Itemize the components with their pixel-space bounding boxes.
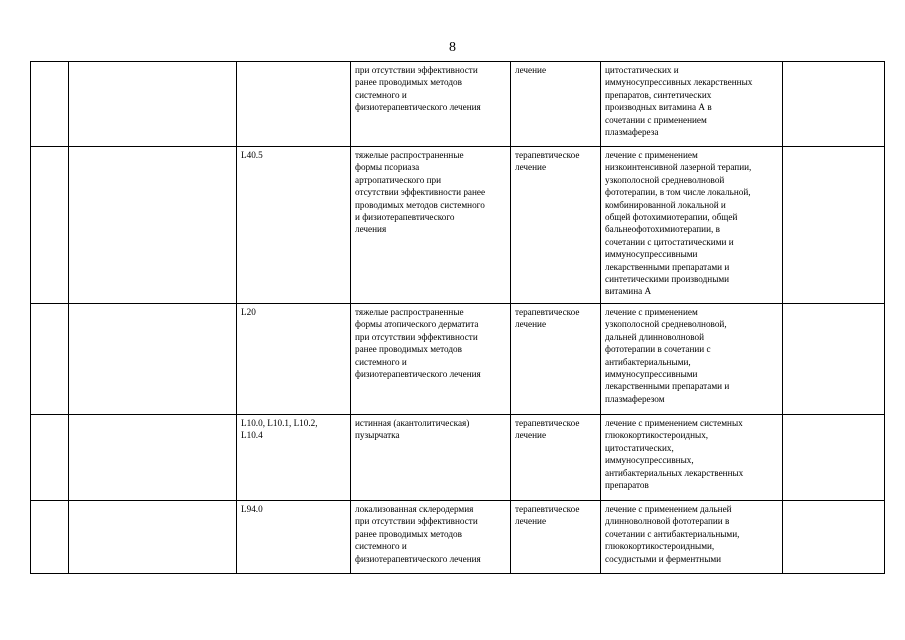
table-row — [31, 304, 885, 415]
row-number-cell — [31, 501, 69, 574]
treatment-method-cell: лечение с применением низкоинтенсивной лазерной терапии, узкополосной средневолновой фототерапии, в том числе локальной, комбинированной локальной и общей фотохимиотерапии, общей бальнеофотохимиотерапии, в сочетании с цитостатическими и иммуносупрессивными лекарственными препаратами и синтетическими производными витамина А — [601, 147, 783, 304]
treatment-type-cell: терапевтическое лечение — [511, 501, 601, 574]
table-row — [31, 415, 885, 501]
table-row — [31, 501, 885, 574]
cost-cell — [783, 304, 885, 415]
treatment-type-cell: терапевтическое лечение — [511, 304, 601, 415]
treatment-method-cell: лечение с применением дальней длинноволновой фототерапии в сочетании с антибактериальными, глюкокортикостероидными, сосудистыми и ферментными — [601, 501, 783, 574]
icd-code-cell: L94.0 — [237, 501, 351, 574]
row-number-cell — [31, 415, 69, 501]
treatment-method-cell: лечение с применением системных глюкокортикостероидных, цитостатических, иммуносупрессивных, антибактериальных лекарственных препаратов — [601, 415, 783, 501]
cost-cell — [783, 147, 885, 304]
treatment-type-cell: терапевтическое лечение — [511, 147, 601, 304]
row-number-cell — [31, 147, 69, 304]
condition-cell: локализованная склеродермия при отсутствии эффективности ранее проводимых методов системного и физиотерапевтического лечения — [351, 501, 511, 574]
condition-cell: тяжелые распространенные формы псориаза артропатического при отсутствии эффективности ранее проводимых методов системного и физиотерапевтического лечения — [351, 147, 511, 304]
page-number: 8 — [449, 40, 456, 55]
condition-cell: при отсутствии эффективности ранее проводимых методов системного и физиотерапевтического лечения — [351, 62, 511, 147]
procedure-group-cell — [69, 415, 237, 501]
treatment-table — [30, 61, 885, 574]
procedure-group-cell — [69, 501, 237, 574]
icd-code-cell: L20 — [237, 304, 351, 415]
icd-code-cell: L10.0, L10.1, L10.2, L10.4 — [237, 415, 351, 501]
icd-code-cell: L40.5 — [237, 147, 351, 304]
icd-code-cell — [237, 62, 351, 147]
treatment-method-cell: цитостатических и иммуносупрессивных лекарственных препаратов, синтетических производных витамина А в сочетании с применением плазмафереза — [601, 62, 783, 147]
treatment-type-cell: лечение — [511, 62, 601, 147]
condition-cell: тяжелые распространенные формы атопического дерматита при отсутствии эффективности ранее проводимых методов системного и физиотерапевтического лечения — [351, 304, 511, 415]
row-number-cell — [31, 304, 69, 415]
table-row — [31, 62, 885, 147]
cost-cell — [783, 501, 885, 574]
procedure-group-cell — [69, 147, 237, 304]
treatment-type-cell: терапевтическое лечение — [511, 415, 601, 501]
table-row — [31, 147, 885, 304]
condition-cell: истинная (акантолитическая) пузырчатка — [351, 415, 511, 501]
row-number-cell — [31, 62, 69, 147]
procedure-group-cell — [69, 62, 237, 147]
treatment-method-cell: лечение с применением узкополосной средневолновой, дальней длинноволновой фототерапии в сочетании с антибактериальными, иммуносупрессивными лекарственными препаратами и плазмаферезом — [601, 304, 783, 415]
cost-cell — [783, 415, 885, 501]
cost-cell — [783, 62, 885, 147]
procedure-group-cell — [69, 304, 237, 415]
